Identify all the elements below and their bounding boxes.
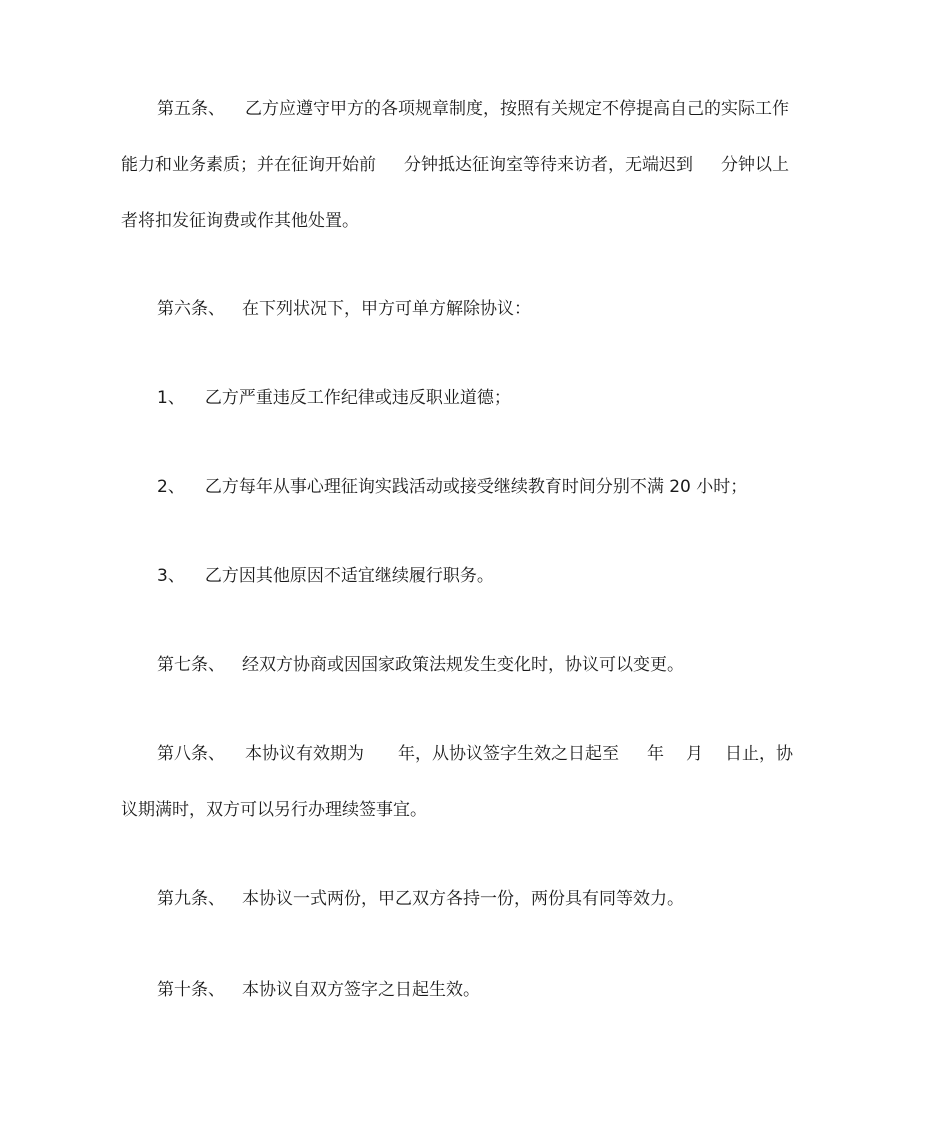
article-10 bbox=[157, 979, 480, 1001]
article-8-text-1: 本协议有效期为 bbox=[245, 744, 364, 764]
article-8-text-3: 年 bbox=[647, 744, 664, 764]
article-5-text-2c: 分钟以上 bbox=[721, 155, 789, 175]
article-6-text: 在下列状况下，甲方可单方解除协议： bbox=[242, 299, 531, 319]
article-5-label: 第五条、 bbox=[157, 99, 225, 119]
article-7-text: 经双方协商或因国家政策法规发生变化时，协议可以变更。 bbox=[242, 655, 684, 675]
article-9-label: 第九条、 bbox=[157, 889, 225, 909]
list-item-2-text: 乙方每年从事心理征询实践活动或接受继续教育时间分别不满 20 小时； bbox=[204, 477, 748, 497]
article-5-text-3: 者将扣发征询费或作其他处置。 bbox=[121, 211, 359, 231]
article-5-text-1: 乙方应遵守甲方的各项规章制度，按照有关规定不停提高自己的实际工作 bbox=[245, 99, 789, 119]
list-item-3-text: 乙方因其他原因不适宜继续履行职务。 bbox=[204, 566, 494, 586]
article-5-line-3 bbox=[121, 210, 359, 232]
list-item-1-number: 1、 bbox=[157, 388, 185, 408]
list-item-1 bbox=[157, 387, 511, 409]
article-5-line-1 bbox=[157, 98, 789, 120]
article-5-line-2 bbox=[121, 154, 789, 176]
article-8-text-2: 年，从协议签字生效之日起至 bbox=[398, 744, 619, 764]
article-9-text: 本协议一式两份，甲乙双方各持一份，两份具有同等效力。 bbox=[242, 889, 684, 909]
article-8-text-5: 日止，协 bbox=[725, 744, 793, 764]
article-7 bbox=[157, 654, 684, 676]
article-8-line-1 bbox=[157, 743, 793, 765]
list-item-2-number: 2、 bbox=[157, 477, 185, 497]
article-5-text-2a: 能力和业务素质；并在征询开始前 bbox=[121, 155, 376, 175]
article-7-label: 第七条、 bbox=[157, 655, 225, 675]
list-item-3-number: 3、 bbox=[157, 566, 185, 586]
article-6-label: 第六条、 bbox=[157, 299, 225, 319]
article-10-text: 本协议自双方签字之日起生效。 bbox=[242, 980, 480, 1000]
article-8-text-4: 月 bbox=[686, 744, 703, 764]
article-5-text-2b: 分钟抵达征询室等待来访者，无端迟到 bbox=[404, 155, 693, 175]
article-8-label: 第八条、 bbox=[157, 744, 225, 764]
article-8-line-2 bbox=[121, 799, 427, 821]
article-8-text-6: 议期满时，双方可以另行办理续签事宜。 bbox=[121, 800, 427, 820]
article-10-label: 第十条、 bbox=[157, 980, 225, 1000]
list-item-1-text: 乙方严重违反工作纪律或违反职业道德； bbox=[204, 388, 511, 408]
list-item-2 bbox=[157, 476, 747, 498]
article-6 bbox=[157, 298, 531, 320]
list-item-3 bbox=[157, 565, 494, 587]
article-9 bbox=[157, 888, 684, 910]
